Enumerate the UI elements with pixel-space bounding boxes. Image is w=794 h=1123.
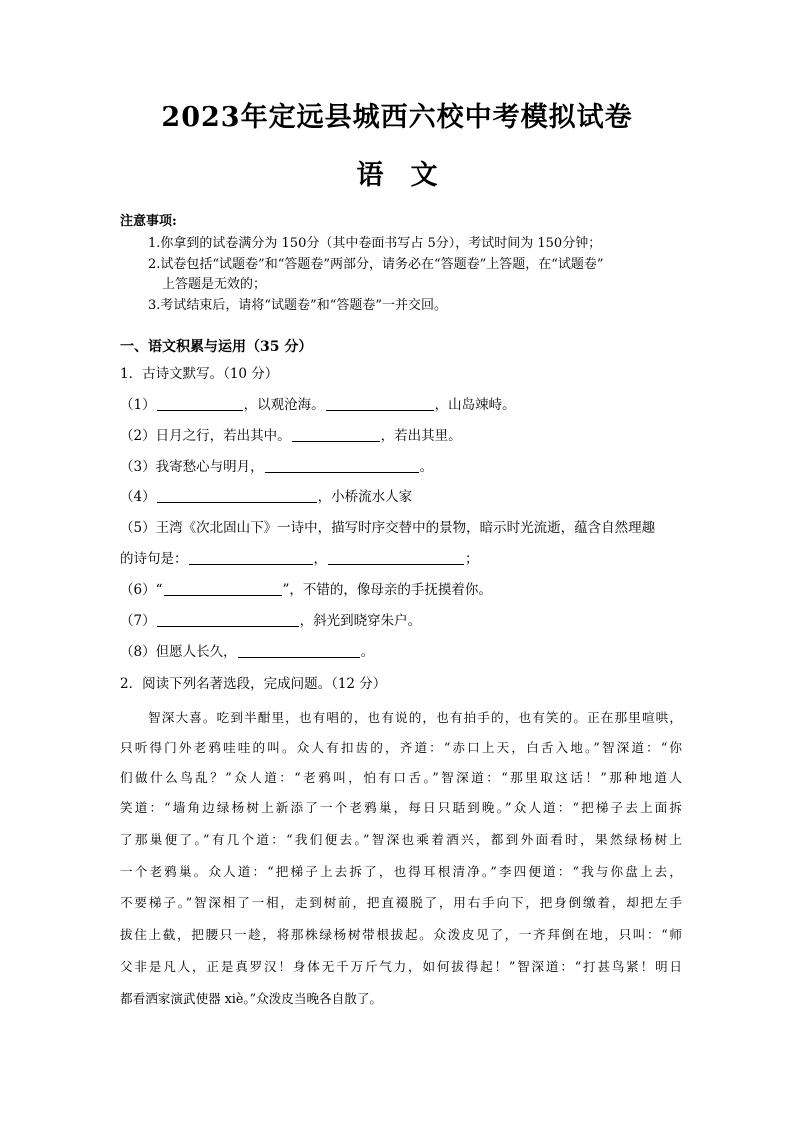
answer-blank[interactable] bbox=[265, 458, 419, 473]
passage-line: 们做什么鸟乱？”众人道：“老鸦叫，怕有口舌。”智深道：“那里取这话！”那种地道人 bbox=[120, 770, 682, 785]
passage-line: 一个老鸦巢。众人道：“把梯子上去拆了，也得耳根清净。”李四便道：“我与你盘上去， bbox=[120, 864, 682, 879]
line-prefix: （1） bbox=[120, 397, 156, 413]
question-heading: 1．古诗文默写。（10 分） bbox=[120, 366, 279, 382]
passage-line: 笑道：“墙角边绿杨树上新添了一个老鸦巢，每日只聒到晚。”众人道：“把梯子去上面拆 bbox=[120, 800, 682, 815]
line-prefix: （7） bbox=[120, 613, 156, 629]
line-prefix: （4） bbox=[120, 489, 156, 505]
subject-title: 语 文 bbox=[356, 160, 438, 191]
answer-blank[interactable] bbox=[326, 396, 434, 411]
line-text: ， bbox=[313, 551, 327, 567]
section-heading: 一、语文积累与运用（35 分） bbox=[120, 339, 313, 355]
q1-line-5b bbox=[120, 549, 479, 569]
page-title: 2023年定远县城西六校中考模拟试卷 bbox=[161, 102, 633, 133]
line-text: （5）王湾《次北固山下》一诗中，描写时序交替中的景物，暗示时光流逝，蕴含自然理趣 bbox=[120, 520, 656, 536]
line-text: ，以观沧海。 bbox=[243, 397, 325, 413]
passage-line: 智深大喜。吃到半酣里，也有唱的，也有说的，也有拍手的，也有笑的。正在那里喧哄， bbox=[148, 710, 682, 725]
passage-line: 了那巢便了。”有几个道：“我们便去。”智深也乘着酒兴，都到外面看时，果然绿杨树上 bbox=[120, 832, 682, 847]
line-text: ； bbox=[465, 551, 479, 567]
q1-line-3 bbox=[120, 457, 433, 477]
q1-line-7 bbox=[120, 611, 421, 631]
answer-blank[interactable] bbox=[189, 550, 313, 565]
line-text: ，小桥流水人家 bbox=[317, 489, 413, 505]
passage-line: 都看洒家演武使器 xiè。”众泼皮当晚各自散了。 bbox=[120, 991, 383, 1006]
notice-item: 2.试卷包括“试题卷”和“答题卷”两部分，请务必在“答题卷”上答题，在“试题卷” bbox=[148, 257, 604, 272]
answer-blank[interactable] bbox=[157, 612, 299, 627]
passage-line: 只听得门外老鸦哇哇的叫。众人有扣齿的，齐道：“赤口上天，白舌入地。”智深道：“你 bbox=[120, 740, 682, 755]
line-prefix: （6）“ bbox=[120, 582, 163, 598]
q1-line-6 bbox=[120, 580, 492, 600]
q1-line-4 bbox=[120, 487, 412, 507]
line-text: ，山岛竦峙。 bbox=[434, 397, 516, 413]
q1-line-2 bbox=[120, 426, 462, 446]
line-prefix: （2）日月之行，若出其中。 bbox=[120, 428, 291, 444]
answer-blank[interactable] bbox=[157, 396, 243, 411]
q1-line-5 bbox=[120, 518, 655, 538]
notice-item: 3.考试结束后，请将“试题卷”和“答题卷”一并交回。 bbox=[148, 298, 447, 313]
answer-blank[interactable] bbox=[157, 488, 317, 503]
notice-item: 上答题是无效的； bbox=[162, 277, 267, 292]
answer-blank[interactable] bbox=[238, 643, 360, 658]
notice-item: 1.你拿到的试卷满分为 150分（其中卷面书写占 5分），考试时间为 150分钟； bbox=[148, 236, 602, 251]
line-text: 。 bbox=[419, 459, 434, 475]
q1-line-8 bbox=[120, 642, 374, 662]
passage-line: 不要梯子。”智深相了一相，走到树前，把直裰脱了，用右手向下，把身倒缴着，却把左手 bbox=[120, 895, 682, 910]
passage-line: 拔住上截，把腰只一趁，将那株绿杨树带根拔起。众泼皮见了，一齐拜倒在地，只叫：“师 bbox=[120, 927, 682, 942]
line-text: ，斜光到晓穿朱户。 bbox=[299, 613, 422, 629]
answer-blank[interactable] bbox=[292, 427, 380, 442]
line-text: ”，不错的，像母亲的手抚摸着你。 bbox=[282, 582, 492, 598]
line-text: 。 bbox=[360, 644, 375, 660]
line-prefix: 的诗句是： bbox=[120, 551, 188, 567]
question-heading: 2．阅读下列名著选段，完成问题。（12 分） bbox=[120, 676, 387, 692]
passage-line: 父非是凡人，正是真罗汉！身体无千万斤气力，如何拔得起！”智深道：“打甚鸟紧！明日 bbox=[120, 959, 682, 974]
line-text: ，若出其里。 bbox=[380, 428, 462, 444]
q1-line-1 bbox=[120, 395, 516, 415]
line-prefix: （3）我寄愁心与明月， bbox=[120, 459, 264, 475]
answer-blank[interactable] bbox=[328, 550, 464, 565]
line-prefix: （8）但愿人长久， bbox=[120, 644, 237, 660]
notice-heading: 注意事项: bbox=[120, 214, 177, 229]
answer-blank[interactable] bbox=[164, 581, 282, 596]
